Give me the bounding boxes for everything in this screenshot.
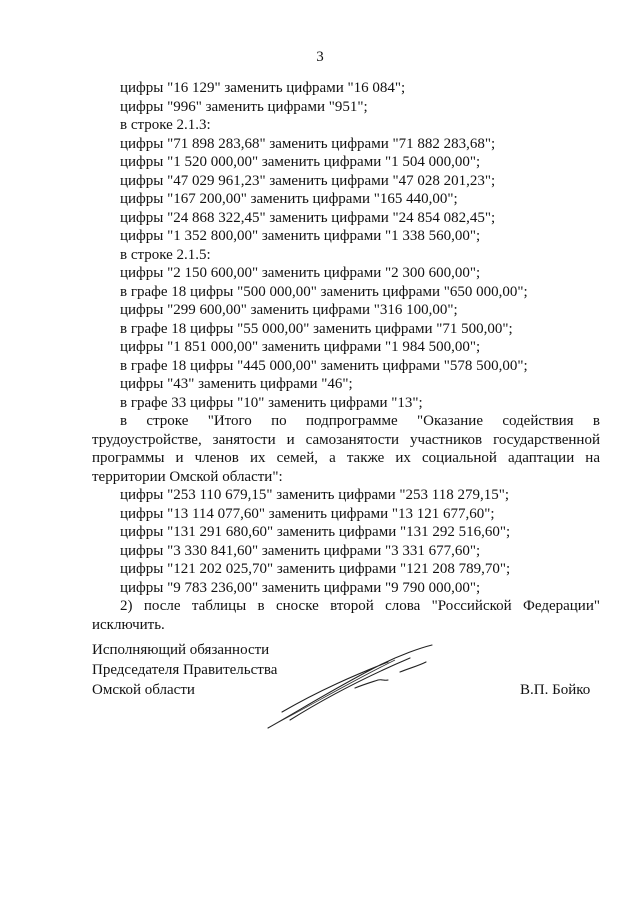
itogo-paragraph: в строке "Итого по подпрограмме "Оказание содействия в трудоустройстве, занятости и самозанятости участников государственной программы и членов их семей, а также их социальной адаптации на территории Омской области": bbox=[92, 413, 600, 485]
handwritten-signature bbox=[260, 640, 440, 735]
amendment-line: цифры "1 352 800,00" заменить цифрами "1 338 560,00"; bbox=[120, 228, 481, 244]
amendment-line: цифры "996" заменить цифрами "951"; bbox=[120, 98, 368, 115]
signatory-title-line-3: Омской области bbox=[92, 682, 195, 698]
amendment-line: цифры "71 898 283,68" заменить цифрами "71 882 283,68"; bbox=[120, 135, 496, 152]
amendment-line: цифры "253 110 679,15" заменить цифрами "253 118 279,15"; bbox=[120, 487, 510, 503]
amendment-line: цифры "167 200,00" заменить цифрами "165 440,00"; bbox=[120, 191, 458, 207]
amendment-line: цифры "131 291 680,60" заменить цифрами "131 292 516,60"; bbox=[120, 524, 511, 540]
amendment-line: в строке 2.1.3: bbox=[120, 117, 211, 133]
amendment-line: цифры "1 851 000,00" заменить цифрами "1 984 500,00"; bbox=[120, 339, 481, 355]
amendment-line: цифры "16 129" заменить цифрами "16 084"; bbox=[120, 80, 406, 96]
amendment-line: цифры "43" заменить цифрами "46"; bbox=[120, 376, 353, 392]
amendment-line: в графе 33 цифры "10" заменить цифрами "13"; bbox=[120, 394, 423, 411]
page-number: 3 bbox=[316, 49, 324, 65]
amendment-line: цифры "13 114 077,60" заменить цифрами "13 121 677,60"; bbox=[120, 505, 495, 522]
signatory-title-line-1: Исполняющий обязанности bbox=[92, 642, 270, 658]
amendment-line: цифры "47 029 961,23" заменить цифрами "47 028 201,23"; bbox=[120, 172, 496, 189]
amendment-line: цифры "3 330 841,60" заменить цифрами "3 331 677,60"; bbox=[120, 542, 481, 559]
amendment-line: в строке 2.1.5: bbox=[120, 246, 211, 263]
document-body bbox=[92, 79, 600, 634]
amendment-line: цифры "2 150 600,00" заменить цифрами "2 300 600,00"; bbox=[120, 265, 481, 281]
amendment-line: цифры "1 520 000,00" заменить цифрами "1 504 000,00"; bbox=[120, 154, 481, 170]
signatory-name: В.П. Бойко bbox=[520, 682, 591, 698]
item-2-paragraph: 2) после таблицы в сноске второй слова "Российской Федерации" исключить. bbox=[92, 598, 600, 633]
amendment-line: цифры "24 868 322,45" заменить цифрами "24 854 082,45"; bbox=[120, 209, 496, 226]
signatory-title-line-2: Председателя Правительства bbox=[92, 662, 278, 678]
amendment-line: цифры "299 600,00" заменить цифрами "316 100,00"; bbox=[120, 302, 458, 318]
amendment-line: в графе 18 цифры "500 000,00" заменить цифрами "650 000,00"; bbox=[120, 283, 528, 300]
amendment-list-2 bbox=[92, 486, 600, 597]
amendment-list-1 bbox=[92, 79, 600, 412]
amendment-line: цифры "121 202 025,70" заменить цифрами "121 208 789,70"; bbox=[120, 561, 511, 577]
amendment-line: цифры "9 783 236,00" заменить цифрами "9 790 000,00"; bbox=[120, 579, 481, 596]
amendment-line: в графе 18 цифры "55 000,00" заменить цифрами "71 500,00"; bbox=[120, 320, 513, 337]
amendment-line: в графе 18 цифры "445 000,00" заменить цифрами "578 500,00"; bbox=[120, 357, 528, 374]
